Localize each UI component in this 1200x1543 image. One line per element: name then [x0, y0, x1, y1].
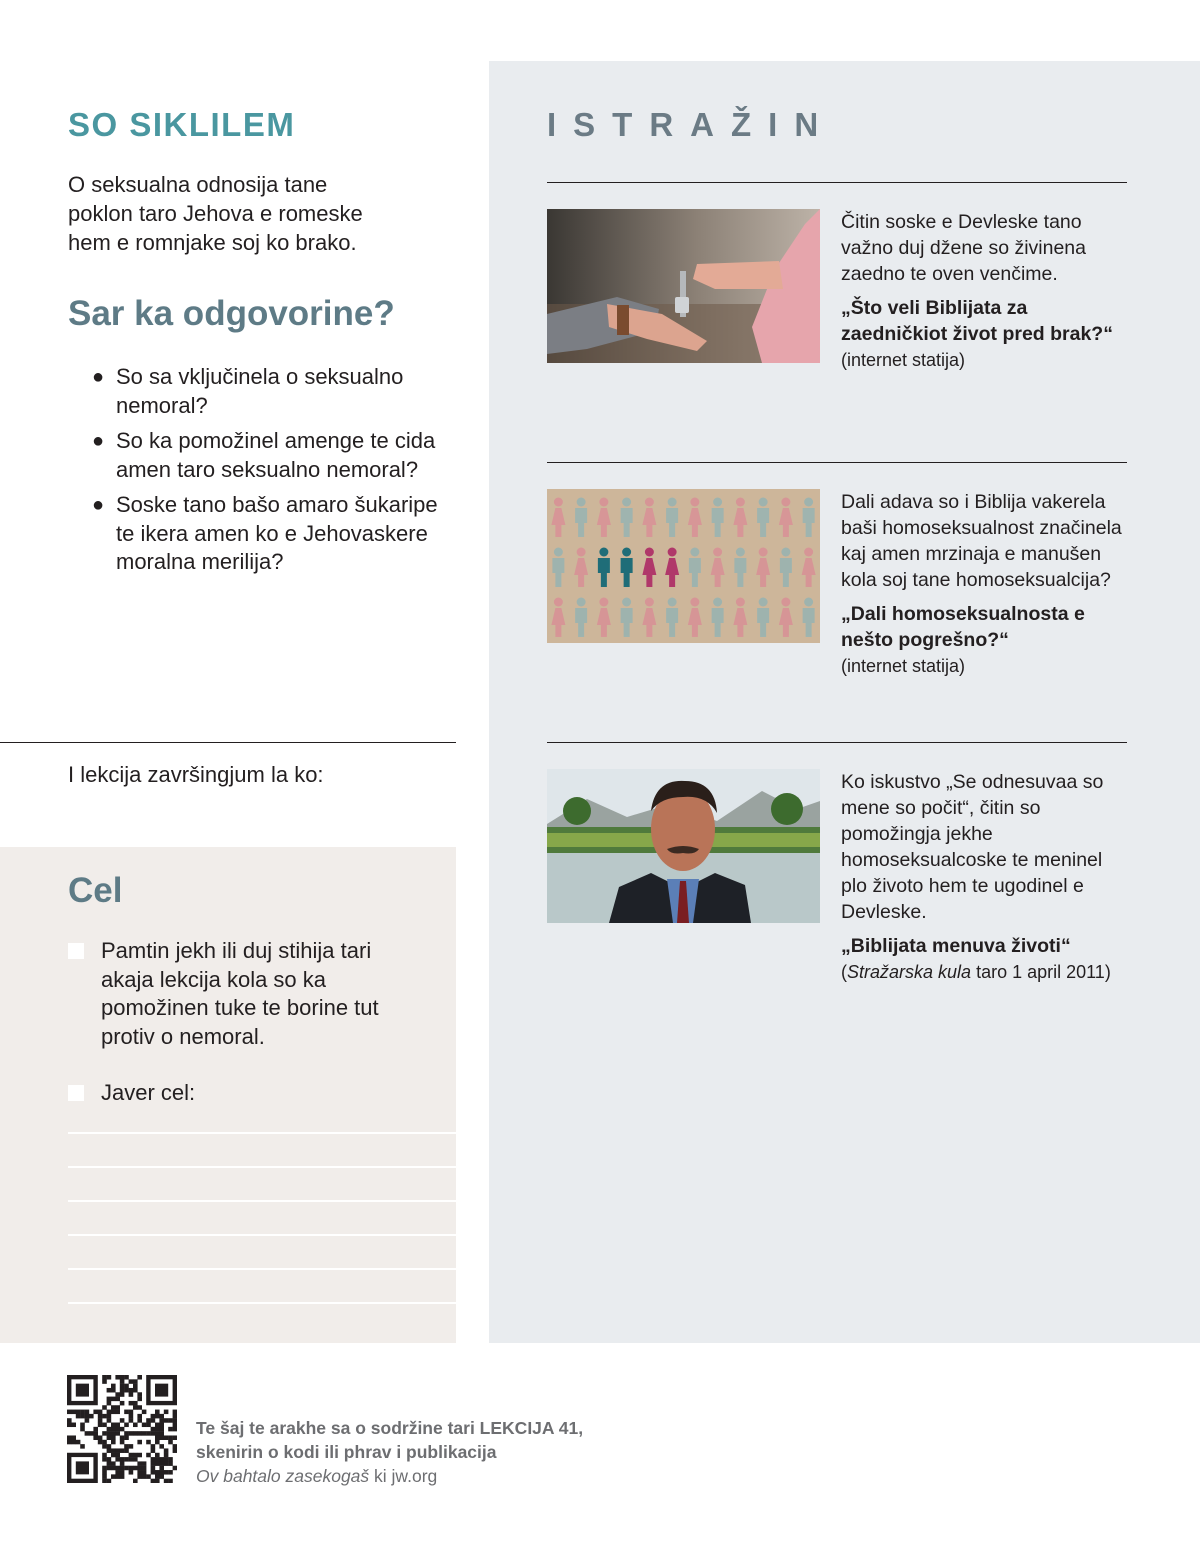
source-label: (Stražarska kula taro 1 april 2011) [841, 962, 1111, 982]
write-line[interactable] [68, 1268, 456, 1270]
divider [0, 742, 456, 743]
write-line[interactable] [68, 1200, 456, 1202]
answer-title: Sar ka odgovorine? [68, 294, 395, 333]
footer-line: Ov bahtalo zasekogaš ki jw.org [196, 1466, 438, 1486]
explore-text [841, 769, 1131, 985]
goal-checkbox[interactable] [68, 943, 84, 959]
question-item: ● So sa vključinela o seksualno nemoral? [92, 364, 404, 418]
source-label: (internet statija) [841, 350, 966, 370]
qr-code-icon[interactable] [67, 1375, 177, 1483]
question-list [92, 363, 462, 584]
article-link[interactable]: „Dali homoseksualnosta e nešto pogrešno?“ [841, 603, 1085, 651]
bullet-icon: ● [92, 430, 105, 452]
goal-title: Cel [68, 871, 123, 910]
article-link[interactable]: „Biblijata menuva životi“ [841, 935, 1071, 957]
divider [547, 462, 1127, 463]
explore-text [841, 209, 1131, 373]
footer-text [196, 1416, 583, 1488]
learned-title: SO SIKLILEM [68, 106, 296, 143]
other-goal-checkbox[interactable] [68, 1085, 84, 1101]
write-line[interactable] [68, 1302, 456, 1304]
goal-text: Javer cel: [101, 1080, 196, 1105]
write-line[interactable] [68, 1234, 456, 1236]
completed-label: I lekcija završingjum la ko: [68, 762, 324, 787]
source-label: (internet statija) [841, 656, 966, 676]
bullet-icon: ● [92, 494, 105, 516]
question-item: ● Soske tano bašo amaro šukaripe te ikera amen ko e Jehovaskere moralna merilija? [92, 492, 438, 574]
footer-line: skenirin o kodi ili phrav i publikacija [196, 1442, 497, 1462]
article-link[interactable]: „Što veli Biblijata za zaedničkiot život pred brak?“ [841, 297, 1113, 345]
man-portrait-photo[interactable] [547, 769, 820, 923]
write-line[interactable] [68, 1132, 456, 1134]
people-figures-photo[interactable] [547, 489, 820, 643]
explore-title: ISTRAŽIN [547, 106, 836, 143]
explore-text [841, 489, 1131, 679]
explore-description: Dali adava so i Biblija vakerela baši homoseksualnost značinela kaj amen mrzinaja e manušen kola soj tane homoseksualcija? [841, 491, 1122, 591]
goal-item [68, 1079, 401, 1108]
divider [547, 742, 1127, 743]
goal-text: Pamtin jekh ili duj stihija tari akaja lekcija kola so ka pomožinen tuke te borine tut protiv o nemoral. [101, 938, 379, 1049]
write-line[interactable] [68, 1166, 456, 1168]
bullet-icon: ● [92, 366, 105, 388]
footer-line: Te šaj te arakhe sa o sodržine tari LEKCIJA 41, [196, 1418, 584, 1438]
explore-description: Čitin soske e Devleske tano važno duj džene so živinena zaedno te oven venčime. [841, 211, 1086, 285]
divider [547, 182, 1127, 183]
goal-panel [0, 847, 456, 1343]
question-item: ● So ka pomožinel amenge te cida amen taro seksualno nemoral? [92, 428, 436, 482]
hand-over-keys-photo[interactable] [547, 209, 820, 363]
learned-text: O seksualna odnosija tane poklon taro Jehova e romeske hem e romnjake soj ko brako. [68, 172, 363, 255]
explore-description: Ko iskustvo „Se odnesuvaa so mene so počit“, čitin so pomožingja jekhe homoseksualcoske te meninel plo životo hem te ugodinel e Devleske. [841, 771, 1104, 923]
goal-item [68, 937, 401, 1051]
